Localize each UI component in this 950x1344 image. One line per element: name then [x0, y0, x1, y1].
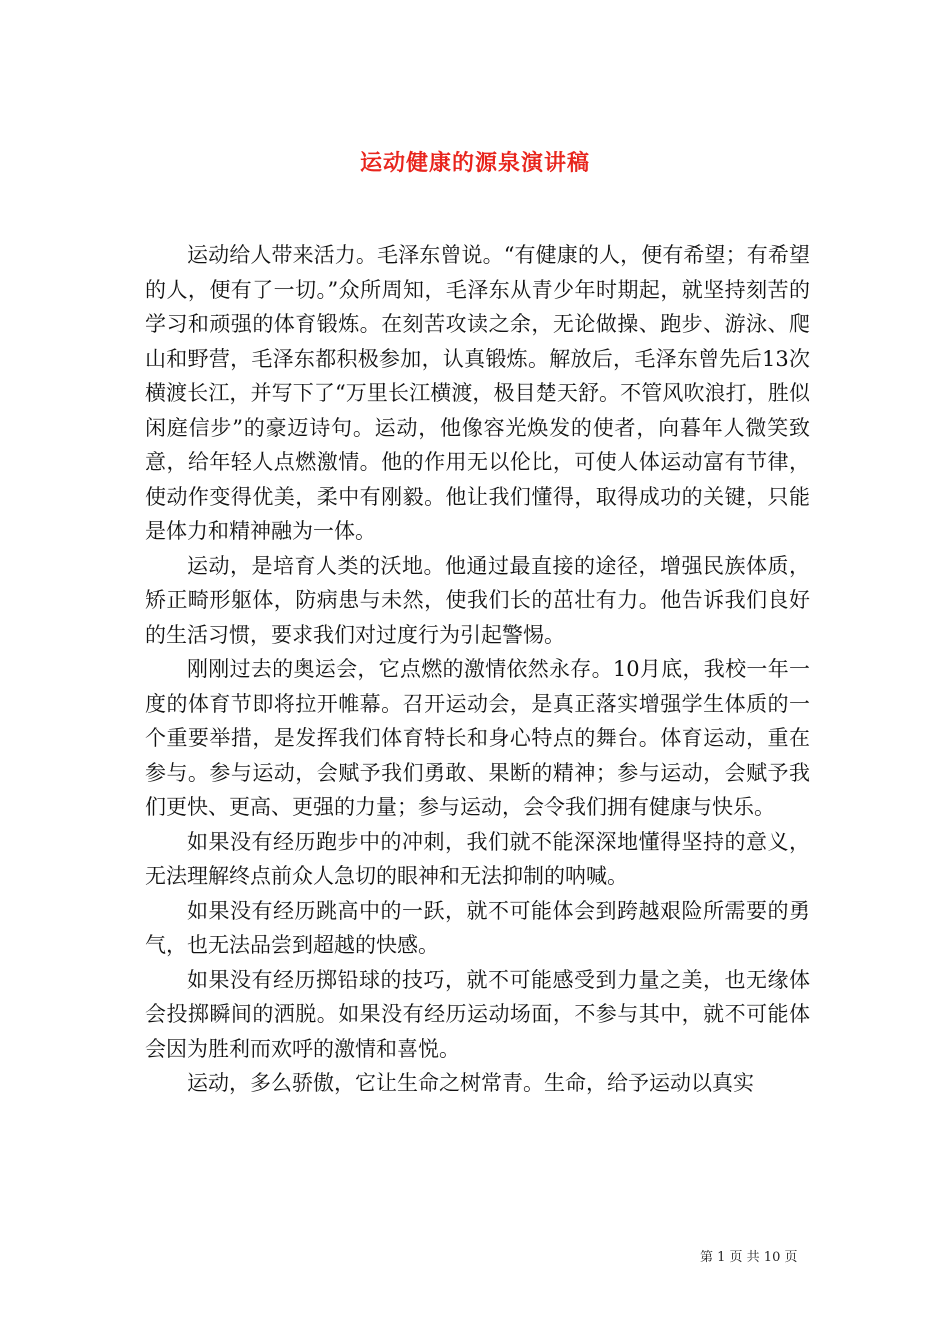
paragraph: 如果没有经历跳高中的一跃，就不可能体会到跨越艰险所需要的勇气，也无法品尝到超越的快感。: [145, 898, 810, 957]
paragraph: 如果没有经历跑步中的冲刺，我们就不能深深地懂得坚持的意义，无法理解终点前众人急切的眼神和无法抑制的呐喊。: [145, 829, 810, 888]
page-number-footer: 第 1 页 共 10 页: [700, 1250, 798, 1265]
paragraph: 如果没有经历掷铅球的技巧，就不可能感受到力量之美，也无缘体会投掷瞬间的洒脱。如果没有经历运动场面，不参与其中，就不可能体会因为胜利而欢呼的激情和喜悦。: [145, 967, 810, 1061]
document-body: [145, 238, 810, 1101]
paragraph: 运动，多么骄傲，它让生命之树常青。生命，给予运动以真实: [187, 1071, 754, 1095]
document-title: 运动健康的源泉演讲稿: [359, 149, 590, 176]
paragraph: 运动，是培育人类的沃地。他通过最直接的途径，增强民族体质，矫正畸形躯体，防病患与未然，使我们长的茁壮有力。他告诉我们良好的生活习惯，要求我们对过度行为引起警惕。: [145, 553, 810, 647]
paragraph: 刚刚过去的奥运会，它点燃的激情依然永存。10月底，我校一年一度的体育节即将拉开帷幕。召开运动会，是真正落实增强学生体质的一个重要举措，是发挥我们体育特长和身心特点的舞台。体育运动，重在参与。参与运动，会赋予我们勇敢、果断的精神；参与运动，会赋予我们更快、更高、更强的力量；参与运动，会令我们拥有健康与快乐。: [145, 657, 810, 819]
paragraph: 运动给人带来活力。毛泽东曾说。“有健康的人，便有希望；有希望的人，便有了一切。”众所周知，毛泽东从青少年时期起，就坚持刻苦的学习和顽强的体育锻炼。在刻苦攻读之余，无论做操、跑步、游泳、爬山和野营，毛泽东都积极参加，认真锻炼。解放后，毛泽东曾先后13次横渡长江，并写下了“万里长江横渡，极目楚天舒。不管风吹浪打，胜似闲庭信步”的豪迈诗句。运动，他像容光焕发的使者，向暮年人微笑致意，给年轻人点燃激情。他的作用无以伦比，可使人体运动富有节律，使动作变得优美，柔中有刚毅。他让我们懂得，取得成功的关键，只能是体力和精神融为一体。: [145, 243, 810, 543]
